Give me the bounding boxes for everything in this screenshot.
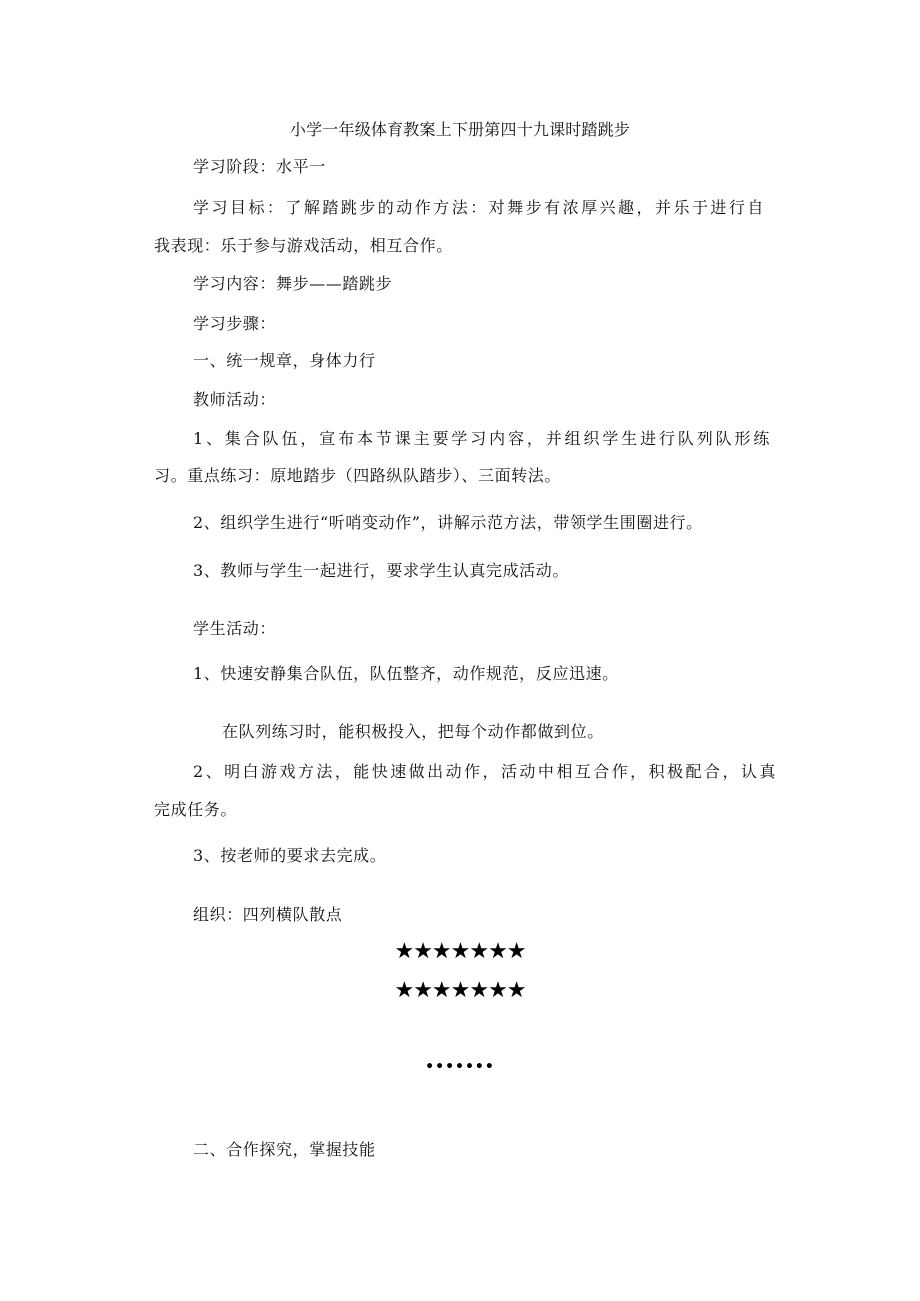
teacher-item-2: 2、组织学生进行“听哨变动作”，讲解示范方法，带领学生围圈进行。 [193,513,703,532]
learning-stage: 学习阶段：水平一 [193,157,326,176]
formation-stars-row-1: ★★★★★★★ [394,939,526,964]
teacher-item-1-line-2: 习。重点练习：原地踏步（四路纵队踏步）、三面转法。 [154,466,562,485]
teacher-activity-heading: 教师活动： [193,390,277,409]
learning-content: 学习内容：舞步——踏跳步 [193,274,393,293]
learning-steps-heading: 学习步骤： [193,314,277,333]
student-item-1-detail: 在队列练习时，能积极投入，把每个动作都做到位。 [222,722,604,741]
student-item-3: 3、按老师的要求去完成。 [193,846,387,865]
student-activity-heading: 学生活动： [193,619,277,638]
student-item-2-line-1: 2、明白游戏方法，能快速做出动作，活动中相互合作，积极配合，认真 [193,762,776,781]
formation-stars-row-2: ★★★★★★★ [394,978,526,1003]
organization-label: 组织：四列横队散点 [193,905,343,924]
page-title: 小学一年级体育教案上下册第四十九课时踏跳步 [289,120,631,139]
learning-goal-line-1: 学习目标：了解踏跳步的动作方法：对舞步有浓厚兴趣，并乐于进行自 [193,198,764,217]
learning-goal-line-2: 我表现：乐于参与游戏活动，相互合作。 [154,236,453,255]
teacher-item-3: 3、教师与学生一起进行，要求学生认真完成活动。 [193,561,569,580]
student-item-2-line-2: 完成任务。 [154,800,238,819]
teacher-item-1-line-1: 1、集合队伍，宣布本节课主要学习内容，并组织学生进行队列队形练 [193,429,770,448]
section-1-heading: 一、统一规章，身体力行 [193,351,376,370]
student-item-1: 1、快速安静集合队伍，队伍整齐，动作规范，反应迅速。 [193,664,619,683]
section-2-heading: 二、合作探究，掌握技能 [193,1140,376,1159]
formation-dots: ••••••• [425,1059,495,1075]
